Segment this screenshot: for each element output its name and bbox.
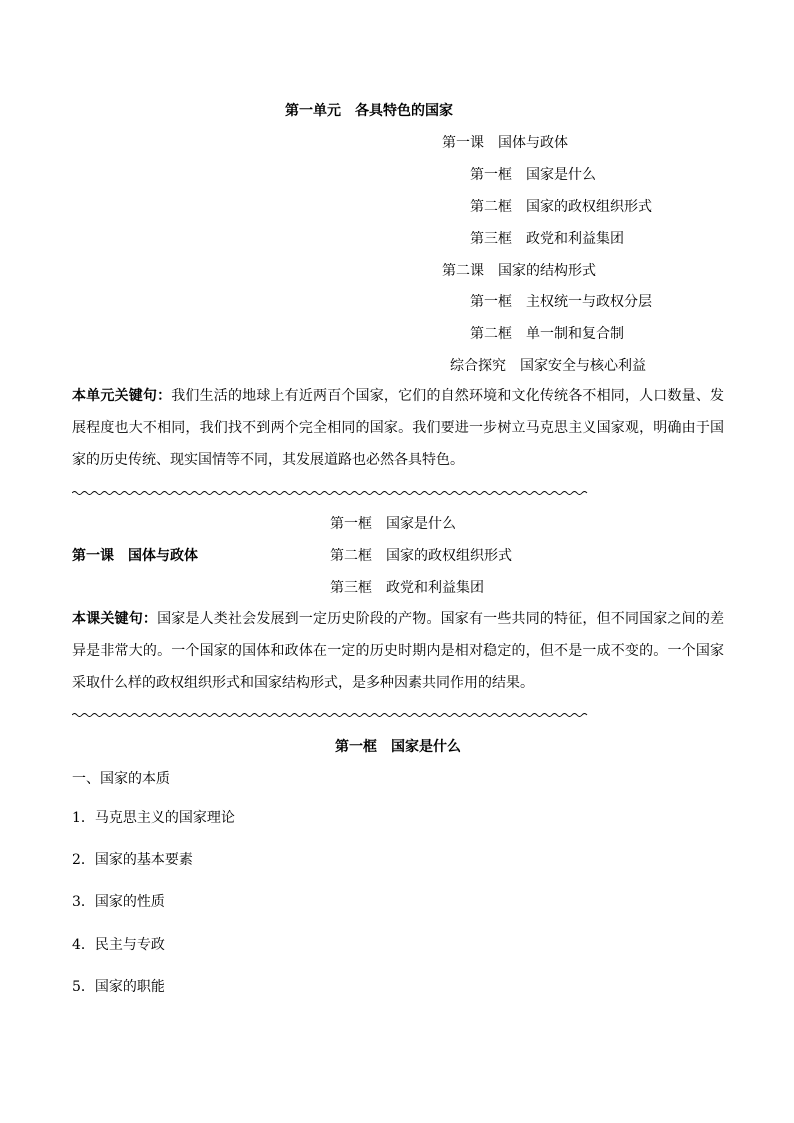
- list-item: 3．国家的性质: [72, 894, 165, 910]
- toc-frame-2-1: 第一框 主权统一与政权分层: [470, 294, 652, 310]
- list-item: 1．马克思主义的国家理论: [72, 810, 235, 826]
- lesson-key-label: 本课关键句：: [72, 611, 158, 627]
- toc-lesson-2: 第二课 国家的结构形式: [442, 263, 596, 279]
- lesson-frame-2: 第二框 国家的政权组织形式: [330, 548, 512, 564]
- lesson-title: 第一课 国体与政体: [72, 548, 198, 564]
- toc-frame-2-2: 第二框 单一制和复合制: [470, 326, 624, 342]
- toc-frame-1-3: 第三框 政党和利益集团: [470, 231, 624, 247]
- section-heading: 一、国家的本质: [72, 771, 170, 787]
- unit-title: 第一单元 各具特色的国家: [285, 103, 453, 119]
- toc-lesson-1: 第一课 国体与政体: [442, 135, 568, 151]
- list-item: 2．国家的基本要素: [72, 852, 193, 868]
- unit-key-sentence: [72, 380, 724, 476]
- wavy-divider: [72, 490, 588, 496]
- toc-frame-1-1: 第一框 国家是什么: [470, 167, 596, 183]
- unit-key-label: 本单元关键句：: [72, 388, 172, 404]
- lesson-key-sentence: [72, 603, 724, 699]
- toc-frame-1-2: 第二框 国家的政权组织形式: [470, 199, 652, 215]
- lesson-key-text: 国家是人类社会发展到一定历史阶段的产物。国家有一些共同的特征，但不同国家之间的差异是非常大的。一个国家的国体和政体在一定的历史时期内是相对稳定的，但不是一成不变的。一个国家采取什么样的政权组织形式和国家结构形式，是多种因素共同作用的结果。: [72, 611, 725, 691]
- list-item: 5．国家的职能: [72, 979, 165, 995]
- unit-key-text: 我们生活的地球上有近两百个国家，它们的自然环境和文化传统各不相同，人口数量、发展程度也大不相同，我们找不到两个完全相同的国家。我们要进一步树立马克思主义国家观，明确由于国家的历史传统、现实国情等不同，其发展道路也必然各具特色。: [72, 388, 725, 468]
- list-item: 4．民主与专政: [72, 937, 165, 953]
- lesson-frame-1: 第一框 国家是什么: [330, 516, 456, 532]
- toc-explore: 综合探究 国家安全与核心利益: [450, 358, 646, 374]
- frame-title: 第一框 国家是什么: [335, 739, 461, 755]
- wavy-divider: [72, 712, 588, 718]
- lesson-frame-3: 第三框 政党和利益集团: [330, 580, 484, 596]
